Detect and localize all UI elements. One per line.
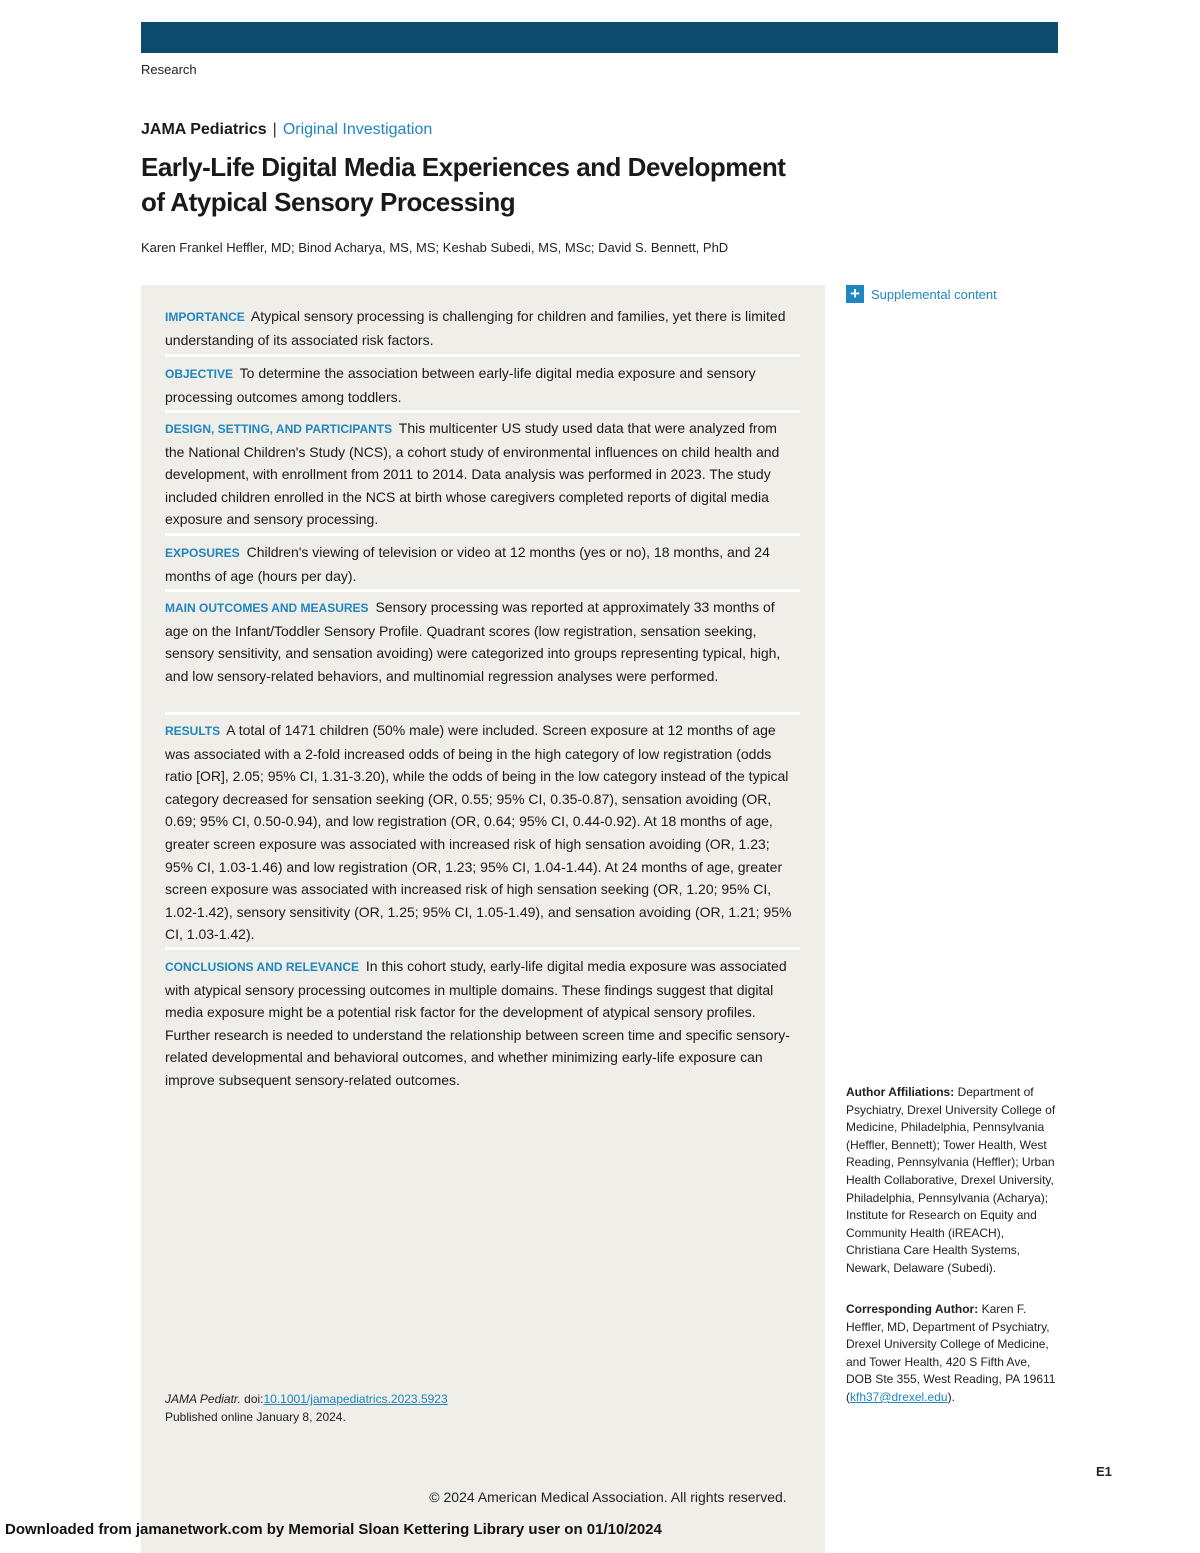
affiliations-text: Department of Psychiatry, Drexel University College of Medicine, Philadelphia, Pennsylvania (Heffler, Bennett); Tower Health, West Reading, Pennsylvania (Heffler); Urban Health Collaborative, Drexel University, Philadelphia, Pennsylvania (Acharya); Institute for Research on Equity and Community Health (iREACH), Christiana Care Health Systems, Newark, Delaware (Subedi). <box>846 1085 1056 1275</box>
corresponding-email-link[interactable]: kfh37@drexel.edu <box>850 1389 948 1404</box>
author-list: Karen Frankel Heffler, MD; Binod Acharya, MS, MS; Keshab Subedi, MS, MSc; David S. Bennett, PhD <box>141 240 729 255</box>
citation-published: Published online January 8, 2024. <box>165 1410 346 1424</box>
header-bar <box>141 22 1058 53</box>
abstract-importance-text: Atypical sensory processing is challenging for children and families, yet there is limited understanding of its associated risk factors. <box>165 308 786 348</box>
corresponding-text: Karen F. Heffler, MD, Department of Psychiatry, Drexel University College of Medicine, and Tower Health, 420 S Fifth Ave, DOB Ste 355, West Reading, PA 19611 <box>846 1302 1056 1387</box>
abstract-importance-heading: IMPORTANCE <box>165 310 245 324</box>
article-type: Original Investigation <box>282 121 433 138</box>
citation-doi-link[interactable]: 10.1001/jamapediatrics.2023.5923 <box>263 1392 448 1406</box>
abstract-results-heading: RESULTS <box>165 724 221 738</box>
corresponding-label: Corresponding Author: <box>846 1302 979 1316</box>
plus-icon: + <box>846 285 864 303</box>
abstract-results-text: A total of 1471 children (50% male) were included. Screen exposure at 12 months of age was associated with a 2-fold increased odds of being in the high category of low registration (odds ratio [OR], 2.05; 95% CI, 1.31-3.20), while the odds of being in the low category instead of the typical category decreased for sensation seeking (OR, 0.55; 95% CI, 0.35-0.87), sensation avoiding (OR, 0.69; 95% CI, 0.50-0.94), and low registration (OR, 0.64; 95% CI, 0.44-0.92). At 18 months of age, greater screen exposure was associated with increased risk of high sensation avoiding (OR, 1.23; 95% CI, 1.03-1.46) and low registration (OR, 1.23; 95% CI, 1.04-1.44). At 24 months of age, greater screen exposure was associated with increased risk of high sensation seeking (OR, 1.20; 95% CI, 1.02-1.42), sensory sensitivity (OR, 1.25; 95% CI, 1.05-1.49), and sensation avoiding (OR, 1.21; 95% CI, 1.03-1.42). <box>165 722 792 943</box>
abstract-design-text: This multicenter US study used data that were analyzed from the National Children's Study (NCS), a cohort study of environmental influences on child health and development, with enrollment from 2011 to 2014. Data analysis was performed in 2023. The study included children enrolled in the NCS at birth whose caregivers completed reports of digital media exposure and sensory processing. <box>165 420 780 528</box>
article-title-line-1: Early-Life Digital Media Experiences and Development <box>141 152 786 182</box>
supplemental-content-link[interactable] <box>846 285 997 303</box>
abstract-divider <box>165 712 800 715</box>
journal-line <box>141 121 432 139</box>
abstract-divider <box>165 947 800 950</box>
abstract-exposures <box>165 541 800 587</box>
abstract-outcomes-text: Sensory processing was reported at approximately 33 months of age on the Infant/Toddler Sensory Profile. Quadrant scores (low registration, sensation seeking, sensory sensitivity, and sensation avoiding) were categorized into groups representing typical, high, and low sensory-related behaviors, and multinomial regression analyses were performed. <box>165 599 781 684</box>
abstract-divider <box>165 533 800 536</box>
abstract-divider <box>165 589 800 592</box>
citation-block <box>165 1390 448 1426</box>
corresponding-author <box>846 1301 1058 1407</box>
abstract-objective-text: To determine the association between early-life digital media exposure and sensory processing outcomes among toddlers. <box>165 365 756 405</box>
corresponding-close: ). <box>947 1389 955 1404</box>
corresponding-open: ( <box>846 1389 850 1404</box>
abstract-divider <box>165 410 800 413</box>
copyright-notice: © 2024 American Medical Association. All rights reserved. <box>429 1489 787 1505</box>
abstract-design-heading: DESIGN, SETTING, AND PARTICIPANTS <box>165 422 393 436</box>
article-title <box>141 150 841 220</box>
abstract-results <box>165 719 800 946</box>
article-title-line-2: of Atypical Sensory Processing <box>141 187 516 217</box>
abstract-exposures-text: Children's viewing of television or video at 12 months (yes or no), 18 months, and 24 months of age (hours per day). <box>165 544 770 584</box>
abstract-objective-heading: OBJECTIVE <box>165 367 234 381</box>
abstract-design <box>165 417 800 531</box>
abstract-conclusions <box>165 955 800 1092</box>
citation-doi-prefix: doi: <box>240 1392 264 1406</box>
citation-journal: JAMA Pediatr. <box>165 1392 241 1406</box>
author-affiliations <box>846 1084 1058 1278</box>
page-number: E1 <box>1096 1464 1112 1479</box>
abstract-objective <box>165 362 800 408</box>
download-notice: Downloaded from jamanetwork.com by Memorial Sloan Kettering Library user on 01/10/2024 <box>5 1521 662 1538</box>
abstract-exposures-heading: EXPOSURES <box>165 546 240 560</box>
abstract-outcomes <box>165 596 800 687</box>
journal-separator: | <box>272 121 277 138</box>
affiliations-label: Author Affiliations: <box>846 1085 955 1099</box>
section-label: Research <box>141 62 197 77</box>
abstract-divider <box>165 354 800 357</box>
abstract-outcomes-heading: MAIN OUTCOMES AND MEASURES <box>165 601 369 615</box>
abstract-conclusions-text: In this cohort study, early-life digital media exposure was associated with atypical sensory processing outcomes in multiple domains. These findings suggest that digital media exposure might be a potential risk factor for the development of atypical sensory profiles. Further research is needed to understand the relationship between screen time and specific sensory-related developmental and behavioral outcomes, and whether minimizing early-life exposure can improve subsequent sensory-related outcomes. <box>165 958 790 1088</box>
abstract-conclusions-heading: CONCLUSIONS AND RELEVANCE <box>165 960 360 974</box>
journal-name: JAMA Pediatrics <box>141 121 267 138</box>
abstract-importance <box>165 305 800 351</box>
supplemental-content-label: Supplemental content <box>871 286 997 302</box>
